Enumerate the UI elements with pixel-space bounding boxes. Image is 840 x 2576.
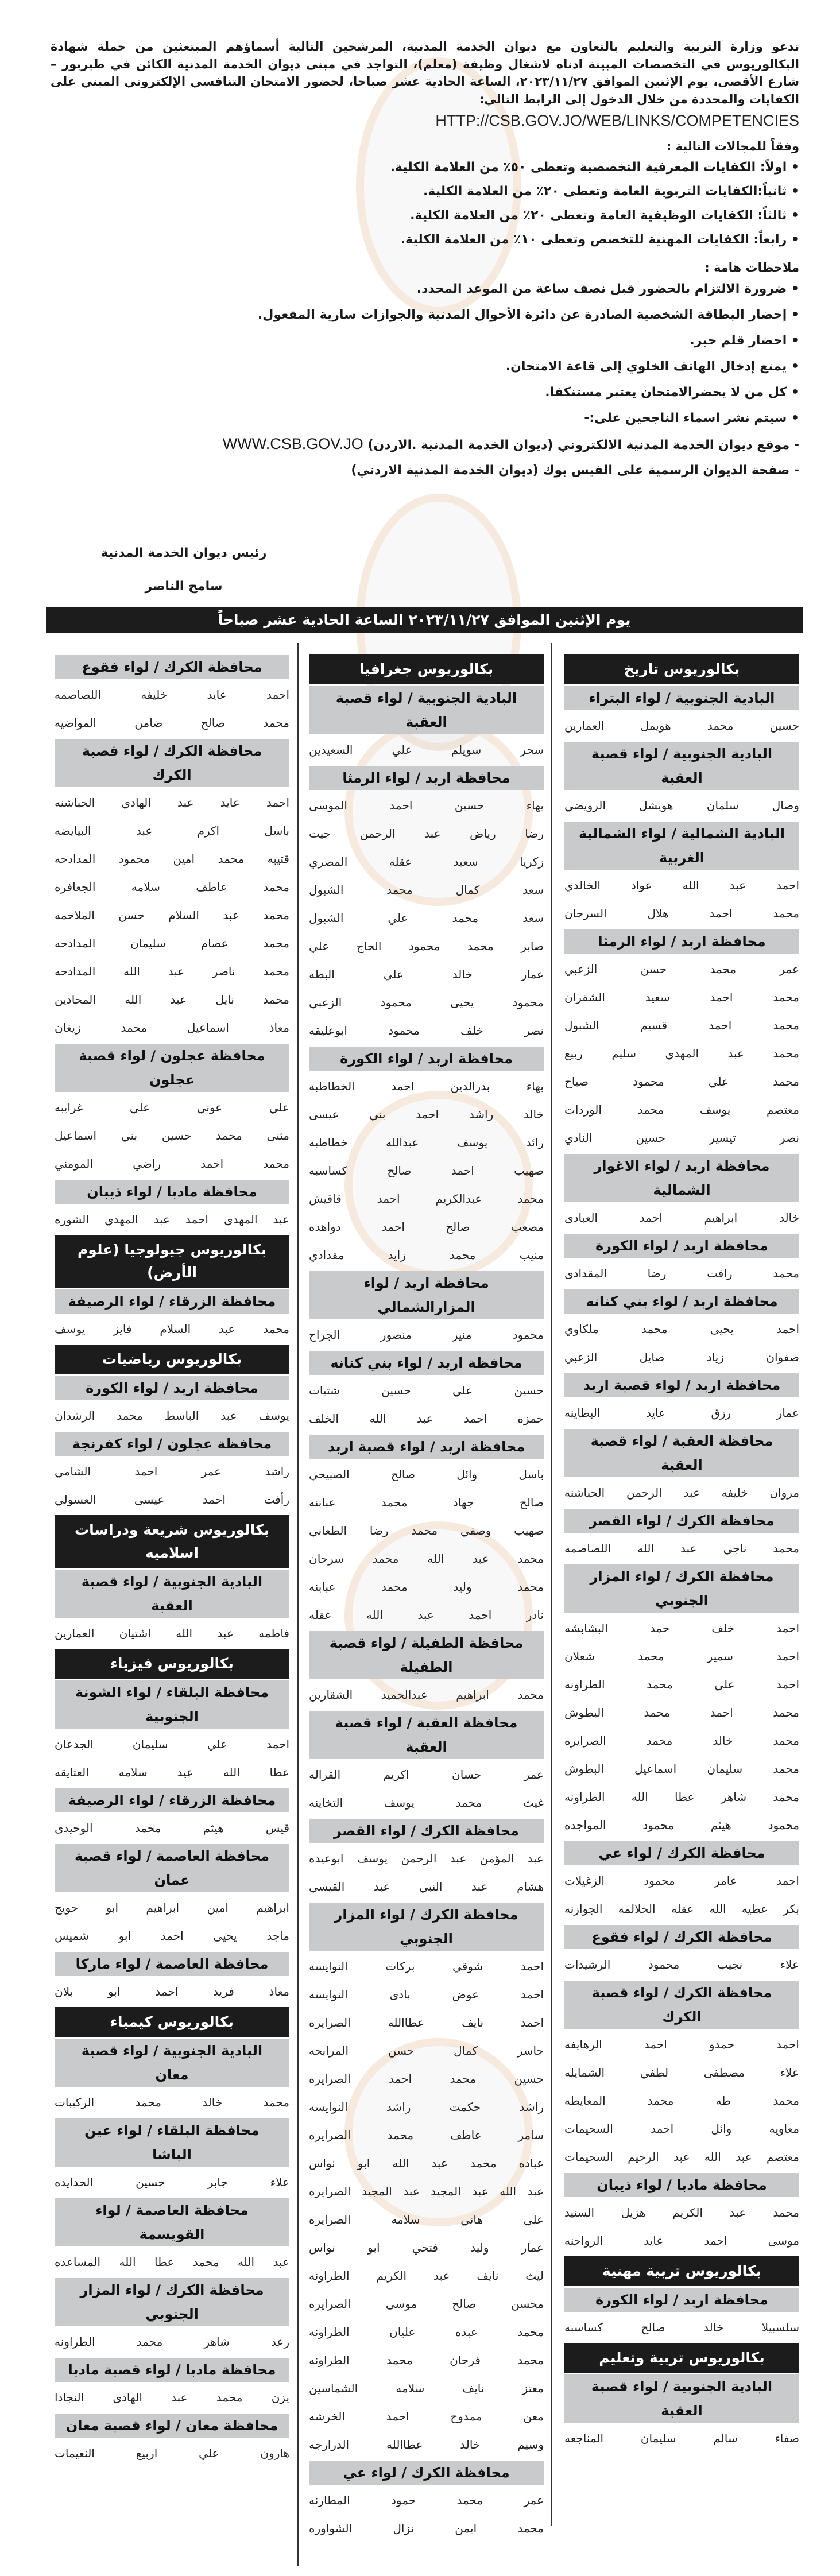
major-heading: بكالوريوس تربية وتعليم — [564, 2343, 799, 2373]
candidate-name: احمد يحيى محمد ملكاوي — [564, 1322, 799, 1336]
candidate-name: محمد عبد المهدي سليم ربيع — [564, 1047, 799, 1060]
region-heading: محافظة العقبة / لواء قصبة العقبة — [564, 1429, 799, 1477]
major-heading: بكالوريوس كيمياء — [55, 2007, 289, 2037]
candidate-name: احمد عايد عبد الهادي الحباشنه — [55, 796, 289, 809]
candidate-name: محمد ابراهيم عبدالحميد الشقارين — [309, 1688, 544, 1702]
region-heading: محافظة الزرقاء / لواء الرصيفة — [55, 1788, 289, 1812]
candidate-name: باسل وائل صالح الصبيحي — [309, 1467, 544, 1481]
region-heading: محافظة اربد / لواء الكورة — [564, 1234, 799, 1258]
candidate-name: هشام عبد النبي عبد القيسي — [309, 1880, 544, 1893]
candidate-name: عمار رزق عايد البطاينه — [564, 1406, 799, 1420]
candidate-name: قتيبه محمد امين محمود المدادحه — [55, 852, 289, 866]
candidate-name: محمد عبدالكريم احمد قاقيش — [309, 1192, 544, 1206]
candidate-name: احمد سمير محمد شعلان — [564, 1649, 799, 1663]
region-heading: محافظة مادبا / لواء ذيبان — [564, 2173, 799, 2197]
region-heading: محافظة الكرك / لواء فقوع — [55, 655, 289, 679]
candidate-name: محمد عبد الكريم هزيل السنيد — [564, 2206, 799, 2219]
region-heading: محافظة الكرك / لواء المزار الجنوبي — [309, 1903, 544, 1951]
signature-block — [98, 537, 270, 603]
candidate-name: عمر محمد حمود المطارنه — [309, 2493, 544, 2507]
candidate-name: علاء مصطفى لطفي الشمايله — [564, 2066, 799, 2079]
region-heading: محافظة مادبا / لواء قصبة مادبا — [55, 2358, 289, 2382]
candidate-name: عمر محمد حسن الزعبي — [564, 962, 799, 976]
region-heading: محافظة الكرك / لواء القصر — [309, 1819, 544, 1843]
candidate-name: صالح جهاد محمد عبابنه — [309, 1496, 544, 1509]
candidate-name: محمد ايمن نزال الشواوره — [309, 2521, 544, 2535]
candidate-name: محمد شاهر عطا الله الطراونه — [564, 1790, 799, 1804]
candidate-name: حمزه احمد عبد الله الخلف — [309, 1412, 544, 1425]
region-heading: محافظة الكرك / لواء المزار الجنوبي — [55, 2278, 289, 2326]
candidate-name: محمد خالد محمد الصرايره — [564, 1734, 799, 1748]
candidate-name: محمد ناصر عبد الله المدادحه — [55, 964, 289, 978]
signature-title: رئيس ديوان الخدمة المدنية — [100, 546, 267, 560]
region-heading: محافظة الكرك / لواء عي — [564, 1841, 799, 1865]
candidate-name: قيس هيثم محمد الوحيدى — [55, 1821, 289, 1835]
candidate-name: معتز نايف سلامه الشماسين — [309, 2381, 544, 2395]
candidate-name: علي عوني علي غرايبه — [55, 1101, 289, 1114]
candidate-name: علي هاني سلامه الصرايره — [309, 2213, 544, 2226]
candidate-name: عطا الله عيد سلامه العتايقه — [55, 1765, 289, 1779]
candidate-name: موسى احمد عايد الرواحنه — [564, 2234, 799, 2248]
candidate-name: حسين محمد هويمل العمارين — [564, 719, 799, 733]
major-heading: بكالوريوس شريعة ودراسات اسلاميه — [55, 1515, 289, 1568]
candidate-name: وصال سلمان هويشل الرويضي — [564, 799, 799, 812]
candidate-name: سامر عاطف محمد الصرايره — [309, 2128, 544, 2142]
candidate-name: محسن صالح موسى الصرايره — [309, 2297, 544, 2311]
candidate-name: احمد نايف عطاالله الصرايره — [309, 2016, 544, 2029]
note-item: • سيتم نشر اسماء الناجحين على:- — [51, 405, 799, 431]
candidate-name: محمد عبد السلام فايز يوسف — [55, 1322, 289, 1336]
areas-lead: وفقاً للمجالات التالية : — [666, 140, 799, 153]
intro-paragraph: تدعو وزارة التربية والتعليم بالتعاون مع ديوان الخدمة المدنية، المرشحين التالية أسماؤهم المبتعثين من حملة شهادة البكالوريوس في التخصصات المبينة ادناه لاشغال وظيفة (معلم)، التواجد في مبنى ديوان الخدمة المدنية الكائن في طبربور – شارع الأقصى، يوم الإثنين الموافق ٢٠٢٣/١١/٢٧، الساعة الحادية عشر صباحا، لحضور الامتحان التنافسي الإلكتروني المبني على الكفايات والمحددة من خلال الدخول إلى الرابط التالي: — [51, 40, 799, 106]
region-heading: محافظة الكرك / لواء المزار الجنوبي — [564, 1564, 799, 1613]
candidate-name: جاسر كمال حسن المرابحه — [309, 2044, 544, 2058]
candidate-name: صفاء سالم سليمان المناجعه — [564, 2431, 799, 2445]
candidate-name: بهاء حسين احمد الموسى — [309, 799, 544, 812]
region-heading: محافظة الكرك / لواء فقوع — [564, 1925, 799, 1949]
candidate-name: فاطمه عبد الله اشتيان العمارين — [55, 1626, 289, 1640]
candidate-name: ماجد يحيى احمد ابو شميس — [55, 1929, 289, 1943]
candidate-name: معن ممدوح احمد الخرشه — [309, 2410, 544, 2423]
candidate-name: نادر احمد عبد الله عقله — [309, 1608, 544, 1622]
candidate-name: محمد رافت رضا المقدادى — [564, 1266, 799, 1280]
candidate-name: علاء جابر حسين الحدايده — [55, 2175, 289, 2189]
candidate-name: محمد احمد قسيم الشبول — [564, 1018, 799, 1032]
region-heading: محافظة اربد / لواء الكورة — [55, 1376, 289, 1400]
candidate-name: نصر تيسير حسين النادي — [564, 1131, 799, 1145]
region-heading: محافظة العقبة / لواء قصبة العقبة — [309, 1711, 544, 1759]
candidate-name: محمد صالح ضامن المواضيه — [55, 716, 289, 730]
candidate-name: نصر خلف محمود ابوعليقه — [309, 1024, 544, 1037]
candidate-name: بكر عطيه الله عقله الحلالمه الجوازنه — [564, 1902, 799, 1916]
region-heading: محافظة العاصمة / لواء القويسمة — [55, 2198, 289, 2246]
candidate-name: محمود منير منصور الجراح — [309, 1328, 544, 1342]
candidate-name: محمد عبد السلام حسن الملاحمه — [55, 908, 289, 922]
candidate-name: عبد الله محمد عطا الله المساعده — [55, 2255, 289, 2269]
candidate-name: عبد الله عبد المجيد عبد المجيد الصرايره — [309, 2184, 544, 2198]
area-item: • ثالثاً: الكفايات الوظيفية العامة وتعطى ٢٠٪ من العلامة الكلية. — [51, 204, 799, 228]
region-heading: محافظة الكرك / لواء القصر — [564, 1509, 799, 1533]
candidate-name: هارون علي اربيع النعيمات — [55, 2446, 289, 2460]
candidate-name: محمد نايل عبد الله المحادين — [55, 993, 289, 1006]
candidate-name: محمد احمد هلال السرحان — [564, 907, 799, 920]
candidate-name: احمد علي محمد الطراونه — [564, 1678, 799, 1691]
region-heading: البادية الشمالية / لواء الشمالية الغربية — [564, 822, 799, 870]
areas-list — [51, 156, 799, 252]
candidates-column-left — [55, 653, 289, 2467]
candidate-name: محمد طه محمد المعايطه — [564, 2094, 799, 2108]
candidate-name: احمد عوض بادى النوايسه — [309, 1988, 544, 2001]
column-divider — [297, 643, 299, 2566]
region-heading: محافظة الكرك / لواء عي — [309, 2461, 544, 2485]
candidate-name: معاذ فريد احمد ابو بلان — [55, 1985, 289, 1998]
candidate-name: محمد علي محمود صباح — [564, 1075, 799, 1088]
candidate-name: معتصم يوسف محمد الوردات — [564, 1103, 799, 1117]
candidate-name: ابراهيم امين ابراهيم ابو حويج — [55, 1901, 289, 1915]
candidate-name: صهيب وصفي محمد رضا الطعاني — [309, 1524, 544, 1537]
candidate-name: سحر سويلم علي السعيدين — [309, 743, 544, 757]
region-heading: محافظة معان / لواء قصبة معان — [55, 2414, 289, 2438]
notes-list — [51, 276, 799, 431]
candidate-name: صابر محمد محمود الحاج علي — [309, 939, 544, 953]
candidate-name: رأفت احمد عيسى العسولي — [55, 1493, 289, 1506]
candidate-name: احمد حمدو احمد الرهايفه — [564, 2037, 799, 2051]
candidate-name: رائد يوسف عبدالله خطاطبه — [309, 1136, 544, 1149]
candidate-name: يوسف عبد الباسط محمد الرشدان — [55, 1409, 289, 1423]
region-heading: محافظة العاصمة / لواء ماركا — [55, 1952, 289, 1976]
region-heading: محافظة البلقاء / لواء عين الباشا — [55, 2118, 289, 2167]
candidate-name: عبد المهدي احمد عبد المهدي الشوره — [55, 1213, 289, 1226]
candidate-name: رعد شاهر محمد الطراونه — [55, 2335, 289, 2349]
publish-site — [51, 431, 799, 458]
candidate-name: معاذ اسماعيل محمد زيغان — [55, 1021, 289, 1035]
candidate-name: عباده محمد عبد الله ابو نواس — [309, 2156, 544, 2170]
exam-day-bar: يوم الإثنين الموافق ٢٠٢٣/١١/٢٧ الساعة الحادية عشر صباحاً — [46, 607, 803, 633]
candidate-name: علاء نجيب محمود الرشيدات — [564, 1958, 799, 1971]
candidate-name: صفوان زياد صايل الزعبي — [564, 1350, 799, 1364]
area-item: • رابعاً: الكفايات المهنية للتخصص وتعطى ١٠٪ من العلامة الكلية. — [51, 228, 799, 252]
candidate-name: حسين علي حسين شتيات — [309, 1384, 544, 1397]
candidate-name: مصعب صالح احمد دواهده — [309, 1220, 544, 1234]
major-heading: بكالوريوس جيولوجيا (علوم الأرض) — [55, 1235, 289, 1288]
candidate-name: معتصم عبد الله عبد الرحيم السحيمات — [564, 2150, 799, 2164]
major-heading: بكالوريوس فيزياء — [55, 1649, 289, 1679]
region-heading: محافظة الكرك / لواء قصبة الكرك — [55, 739, 289, 787]
competencies-link[interactable]: HTTP://CSB.GOV.JO/WEB/LINKS/COMPETENCIES — [435, 112, 799, 129]
region-heading: محافظة مادبا / لواء ذيبان — [55, 1180, 289, 1204]
candidate-name: باسل اكرم عبد البيايضه — [55, 824, 289, 838]
region-heading: محافظة اربد / لواء الكورة — [309, 1047, 544, 1071]
candidate-name: سعد محمد علي الشبول — [309, 911, 544, 925]
region-heading: محافظة اربد / لواء الرمثا — [564, 929, 799, 954]
region-heading: محافظة الكرك / لواء قصبة الكرك — [564, 1981, 799, 2029]
publish-site-url[interactable]: WWW.CSB.GOV.JO — [222, 435, 363, 452]
major-heading: بكالوريوس تربية مهنية — [564, 2256, 799, 2286]
notes-lead: ملاحظات هامة : — [704, 260, 799, 274]
candidate-name: مروان خليفه عبد الرحمن الحباشنه — [564, 1486, 799, 1500]
candidate-name: احمد خلف حمد البشابشه — [564, 1621, 799, 1635]
candidate-name: غيث محمد يوسف التخاينه — [309, 1796, 544, 1810]
region-heading: محافظة اربد / لواء الرمثا — [309, 766, 544, 790]
candidate-name: راشد عمر احمد الشامي — [55, 1465, 289, 1478]
candidate-name: محمد سليمان اسماعيل البطوش — [564, 1762, 799, 1776]
candidate-name: حسين محمد احمد الصرايره — [309, 2072, 544, 2086]
candidate-name: سعد كمال محمد الشبول — [309, 883, 544, 897]
region-heading: البادية الجنوبية / لواء قصبة معان — [55, 2039, 289, 2087]
candidate-name: عمار خالد علي البطه — [309, 967, 544, 981]
region-heading: البادية الجنوبية / لواء قصبة العقبة — [55, 1570, 289, 1618]
region-heading: محافظة اربد / لواء قصبة اربد — [309, 1435, 544, 1459]
note-item: • يمنع إدخال الهاتف الخلوي إلى قاعة الامتحان. — [51, 354, 799, 379]
note-item: • إحضار البطاقة الشخصية الصادرة عن دائرة الأحوال المدنية والجوازات سارية المفعول. — [51, 302, 799, 328]
candidate-name: محمد ناجي عبد الله اللصاصمه — [564, 1541, 799, 1555]
region-heading: البادية الجنوبية / لواء قصبة العقبة — [564, 742, 799, 790]
area-item: • ثانياً:الكفايات التربوية العامة وتعطى ٢٠٪ من العلامة الكلية. — [51, 180, 799, 204]
major-heading: بكالوريوس تاريخ — [564, 654, 799, 684]
candidate-name: محمود يحيى محمود الزعبي — [309, 995, 544, 1009]
candidate-name: صهيب احمد صالح كساسبه — [309, 1164, 544, 1177]
announcement-intro — [51, 38, 799, 483]
candidate-name: محمد خالد محمد الركيبات — [55, 2095, 289, 2109]
candidate-name: محمد احمد محمد البطوش — [564, 1706, 799, 1719]
major-heading: بكالوريوس جغرافيا — [309, 654, 544, 684]
candidate-name: ليث نايف عبد الكريم الطراونه — [309, 2269, 544, 2283]
region-heading: محافظة الزرقاء / لواء الرصيفة — [55, 1289, 289, 1314]
candidate-name: محمد عبد الله محمد سرحان — [309, 1552, 544, 1566]
region-heading: البادية الجنوبية / لواء قصبة العقبة — [564, 2374, 799, 2423]
candidate-name: عبد المؤمن عبد الرحمن يوسف ابوعيده — [309, 1851, 544, 1865]
candidate-name: رضا رياض عبد الرحمن جيت — [309, 827, 544, 840]
candidate-name: محمود هيثم محمود المواجده — [564, 1818, 799, 1832]
region-heading: محافظة البلقاء / لواء الشونة الجنوبية — [55, 1680, 289, 1729]
candidate-name: محمد وليد محمد عبابنه — [309, 1580, 544, 1594]
region-heading: محافظة اربد / لواء بني كنانه — [564, 1289, 799, 1314]
candidate-name: احمد عايد خليفه اللصاصمه — [55, 688, 289, 702]
note-item: • احضار قلم حبر. — [51, 328, 799, 354]
signature-name: سامح الناصر — [145, 579, 223, 594]
candidate-name: عمار وليد فتحي ابو نواس — [309, 2241, 544, 2255]
candidate-name: احمد عبد الله عواد الخالدي — [564, 878, 799, 892]
candidate-name: بهاء بدرالدين احمد الخطاطبه — [309, 1079, 544, 1093]
region-heading: محافظة اربد / لواء الاغوار الشمالية — [564, 1154, 799, 1202]
candidate-name: يزن محمد عبد الهادى النجادا — [55, 2391, 289, 2404]
region-heading: البادية الجنوبية / لواء قصبة العقبة — [309, 686, 544, 734]
region-heading: محافظة اربد / لواء الكورة — [564, 2288, 799, 2312]
column-divider — [551, 643, 552, 2526]
region-heading: محافظة اربد / لواء بني كنانه — [309, 1351, 544, 1375]
candidate-name: احمد شوقي بركات النوايسه — [309, 1959, 544, 1973]
candidate-name: منيب محمد زايد مقدادي — [309, 1248, 544, 1262]
candidate-name: عمر حسان اكريم القراله — [309, 1768, 544, 1781]
candidate-name: وسيم خالد عطاالله الدرارجه — [309, 2438, 544, 2451]
candidate-name: احمد علي سليمان الجدعان — [55, 1737, 289, 1751]
major-heading: بكالوريوس رياضيات — [55, 1345, 289, 1374]
candidates-column-right — [564, 653, 799, 2453]
candidate-name: مثنى محمد حسين بني اسماعيل — [55, 1129, 289, 1142]
candidate-name: خالد ابراهيم احمد العبادى — [564, 1211, 799, 1225]
candidate-name: محمد عاطف سلامه الجعافره — [55, 880, 289, 894]
note-item: • كل من لا يحضرالامتحان يعتبر مستنكفا. — [51, 379, 799, 405]
region-heading: محافظة الطفيلة / لواء قصبة الطفيلة — [309, 1631, 544, 1679]
region-heading: محافظة اربد / لواء قصبة اربد — [564, 1373, 799, 1397]
candidate-name: معاويه وائل احمد السحيمات — [564, 2122, 799, 2136]
candidate-name: احمد عامر محمود الزغيلات — [564, 1874, 799, 1888]
region-heading: محافظة اربد / لواء المزارالشمالي — [309, 1271, 544, 1319]
candidate-name: راشد حكمت راشد النوايسه — [309, 2100, 544, 2114]
publish-site-label: - موقع ديوان الخدمة المدنية الالكتروني (ديوان الخدمة المدنية .الاردن) — [367, 438, 799, 452]
region-heading: محافظة العاصمة / لواء قصبة عمان — [55, 1844, 289, 1892]
candidate-name: زكريا سعيد عقله المصري — [309, 855, 544, 869]
candidate-name: محمد عصام سليمان المدادحه — [55, 936, 289, 950]
region-heading: البادية الجنوبية / لواء البتراء — [564, 686, 799, 710]
region-heading: محافظة عجلون / لواء كفرنجة — [55, 1432, 289, 1456]
publish-facebook: - صفحة الديوان الرسمية على الفيس بوك (ديوان الخدمة المدنية الاردني) — [351, 463, 799, 478]
candidate-name: محمد احمد سعيد الشقران — [564, 990, 799, 1004]
region-heading: محافظة عجلون / لواء قصبة عجلون — [55, 1044, 289, 1092]
candidates-column-middle — [309, 653, 544, 2543]
candidate-name: محمد عبده عليان الطراونه — [309, 2325, 544, 2339]
note-item: • ضرورة الالتزام بالحضور قبل نصف ساعة من الموعد المحدد. — [51, 276, 799, 302]
candidate-name: سلسبيلا خالد صالح كساسبه — [564, 2321, 799, 2334]
area-item: • اولاً: الكفايات المعرفية التخصصية وتعطى ٥٠٪ من العلامة الكلية. — [51, 156, 799, 180]
candidate-name: خالد راشد احمد بني عيسى — [309, 1107, 544, 1121]
candidate-name: محمد احمد راضي المومني — [55, 1157, 289, 1171]
candidate-name: محمد فرحان محمد الطراونه — [309, 2353, 544, 2367]
